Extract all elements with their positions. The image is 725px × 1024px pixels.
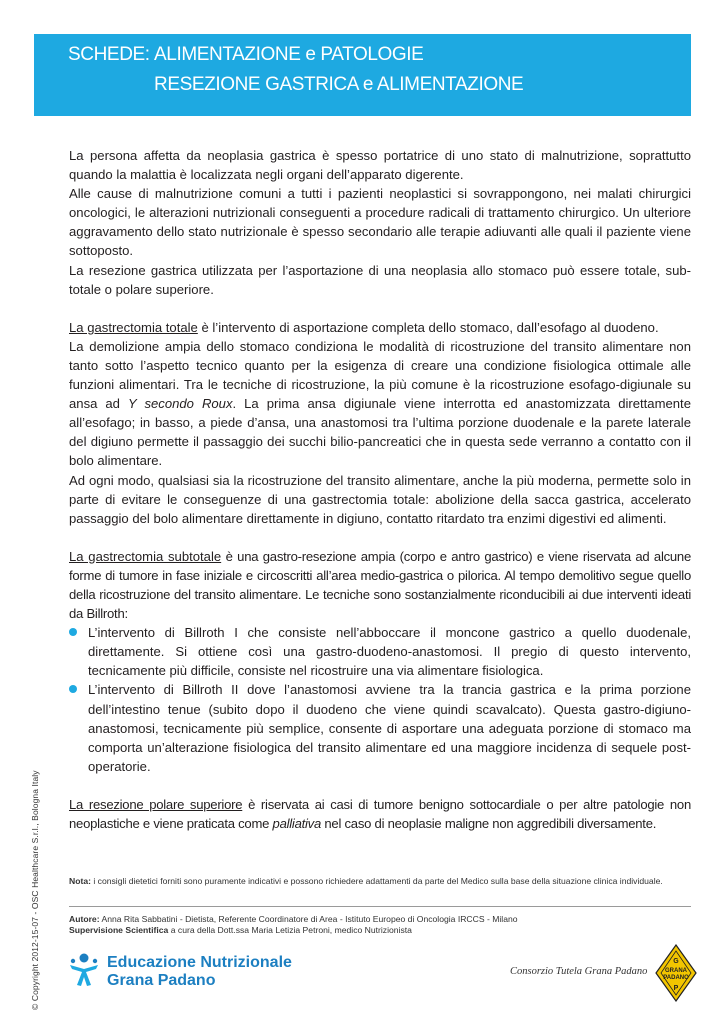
bullet-dot-icon (69, 628, 77, 636)
list-item: L’intervento di Billroth II dove l’anastomosi avviene tra la trancia gastrica e la prima porzione dell’intestino tenue (subito dopo il duodeno che viene quindi scavalcato). Questa gastro-digiuno-anastomosi, tecnicamente più semplice, consente di asportare una adeguata porzione di stomaco ma comporta un’alterazione fisiologica del transito alimentare ed una maggiore incidenza di sequele post-operatorie. (69, 680, 691, 775)
subtotale-term: La gastrectomia subtotale (69, 548, 222, 564)
seal-top: G (673, 958, 679, 965)
header-subtitle: RESEZIONE GASTRICA e ALIMENTAZIONE (154, 74, 524, 95)
grana-padano-seal-icon (655, 944, 697, 1002)
figure-icon (67, 952, 101, 988)
seal-mid-1: GRANA (665, 968, 687, 974)
totale-paragraph-2: La demolizione ampia dello stomaco condiziona le modalità di ricostruzione del transito alimentare non tanto sotto l’aspetto tecnico quanto per la esigenza di creare una condizione fisiologica ottimale alle funzioni alimentari. Tra le tecniche di ricostruzione, la più comune è la ricostruzione esofago-digiunale su ansa ad Y secondo Roux. La prima ansa digiunale viene interrotta ed anastomizzata direttamente all’esofago; in basso, a piede d’ansa, una anastomosi tra l’ultima porzione duodenale e la parete laterale del digiuno permette il passaggio dei succhi bilio-pancreatici che in questa sede verranno a contatto con il bolo alimentare. (69, 338, 691, 469)
seal-mid-2: PADANO (663, 975, 689, 981)
logo-wordmark: Educazione Nutrizionale Grana Padano (107, 954, 292, 989)
intro-paragraph-1: La persona affetta da neoplasia gastrica è spesso portatrice di uno stato di malnutrizione, soprattutto quando la malattia è localizzata negli organi dell’apparato digerente. (69, 148, 691, 183)
totale-term: La gastrectomia totale (69, 319, 198, 335)
bullet-dot-icon (69, 685, 77, 693)
disclaimer-note: Nota: i consigli dietetici forniti sono puramente indicativi e possono richiedere adattamenti da parte del Medico sulla base della situazione clinica individuale. (69, 876, 663, 886)
totale-definition: La gastrectomia totale è l’intervento di asportazione completa dello stomaco, dall’esofago al duodeno. (69, 319, 659, 335)
seal-bottom: P (673, 985, 679, 992)
divider (69, 906, 691, 907)
header-title: ALIMENTAZIONE e PATOLOGIE (154, 44, 424, 65)
intro-paragraph-3: La resezione gastrica utilizzata per l’asportazione di una neoplasia allo stomaco può essere totale, sub-totale o polare superiore. (69, 262, 691, 297)
article-body (69, 146, 691, 833)
polare-definition: La resezione polare superiore è riservata ai casi di tumore benigno sottocardiale o per altre patologie non neoplastiche e viene praticata come palliativa nel caso di neoplasie maligne non aggredibili diversamente. (69, 796, 691, 831)
header-band (34, 34, 691, 116)
intro-paragraph-2: Alle cause di malnutrizione comuni a tutti i pazienti neoplastici si sovrappongono, nei malati chirurgici oncologici, le alterazioni nutrizionali conseguenti a procedure radicali di trattamento chirurgico. Un ulteriore aggravamento dello stato nutrizionale è spesso secondario alle terapie adiuvanti alle quali il paziente viene sottoposto. (69, 186, 691, 259)
header-title-line (68, 44, 424, 66)
educazione-nutrizionale-logo (67, 950, 307, 996)
subtotale-definition: La gastrectomia subtotale è una gastro-resezione ampia (corpo e antro gastrico) e viene riservata ad alcune forme di tumore in fase iniziale e circoscritti all’area medio-gastrica o pilorica. Al tempo demolitivo segue quello della ricostruzione del transito alimentare. Le tecniche sono sostanzialmente riconducibili ai due interventi ideati da Billroth: (69, 548, 691, 622)
polare-term: La resezione polare superiore (69, 796, 243, 812)
consorzio-signature: Consorzio Tutela Grana Padano (510, 966, 648, 977)
author-credits: Autore: Anna Rita Sabbatini - Dietista, Referente Coordinatore di Area - Istituto Europeo di Oncologia IRCCS - Milano Supervisione Scientifica a cura della Dott.ssa Maria Letizia Petroni, medico Nutrizionista (69, 914, 518, 935)
copyright-vertical: © Copyright 2012-15-07 - OSC Healthcare S.r.l., Bologna Italy (30, 770, 40, 1010)
header-label: SCHEDE: (68, 44, 150, 65)
totale-paragraph-3: Ad ogni modo, qualsiasi sia la ricostruzione del transito alimentare, anche la più moderna, permette solo in parte di evitare le conseguenze di una gastrectomia totale: abolizione della sacca gastrica, accelerato passaggio del bolo alimentare direttamente in digiuno, contatto ritardato tra enzimi digestivi ed alimenti. (69, 472, 691, 526)
list-item: L’intervento di Billroth I che consiste nell’abboccare il moncone gastrico a quello duodenale, direttamente. Si ottiene così una gastro-duodeno-anastomosi. Il pregio di questo intervento, tecnicamente più difficile, consiste nel ricostruire una via alimentare fisiologica. (69, 623, 691, 680)
